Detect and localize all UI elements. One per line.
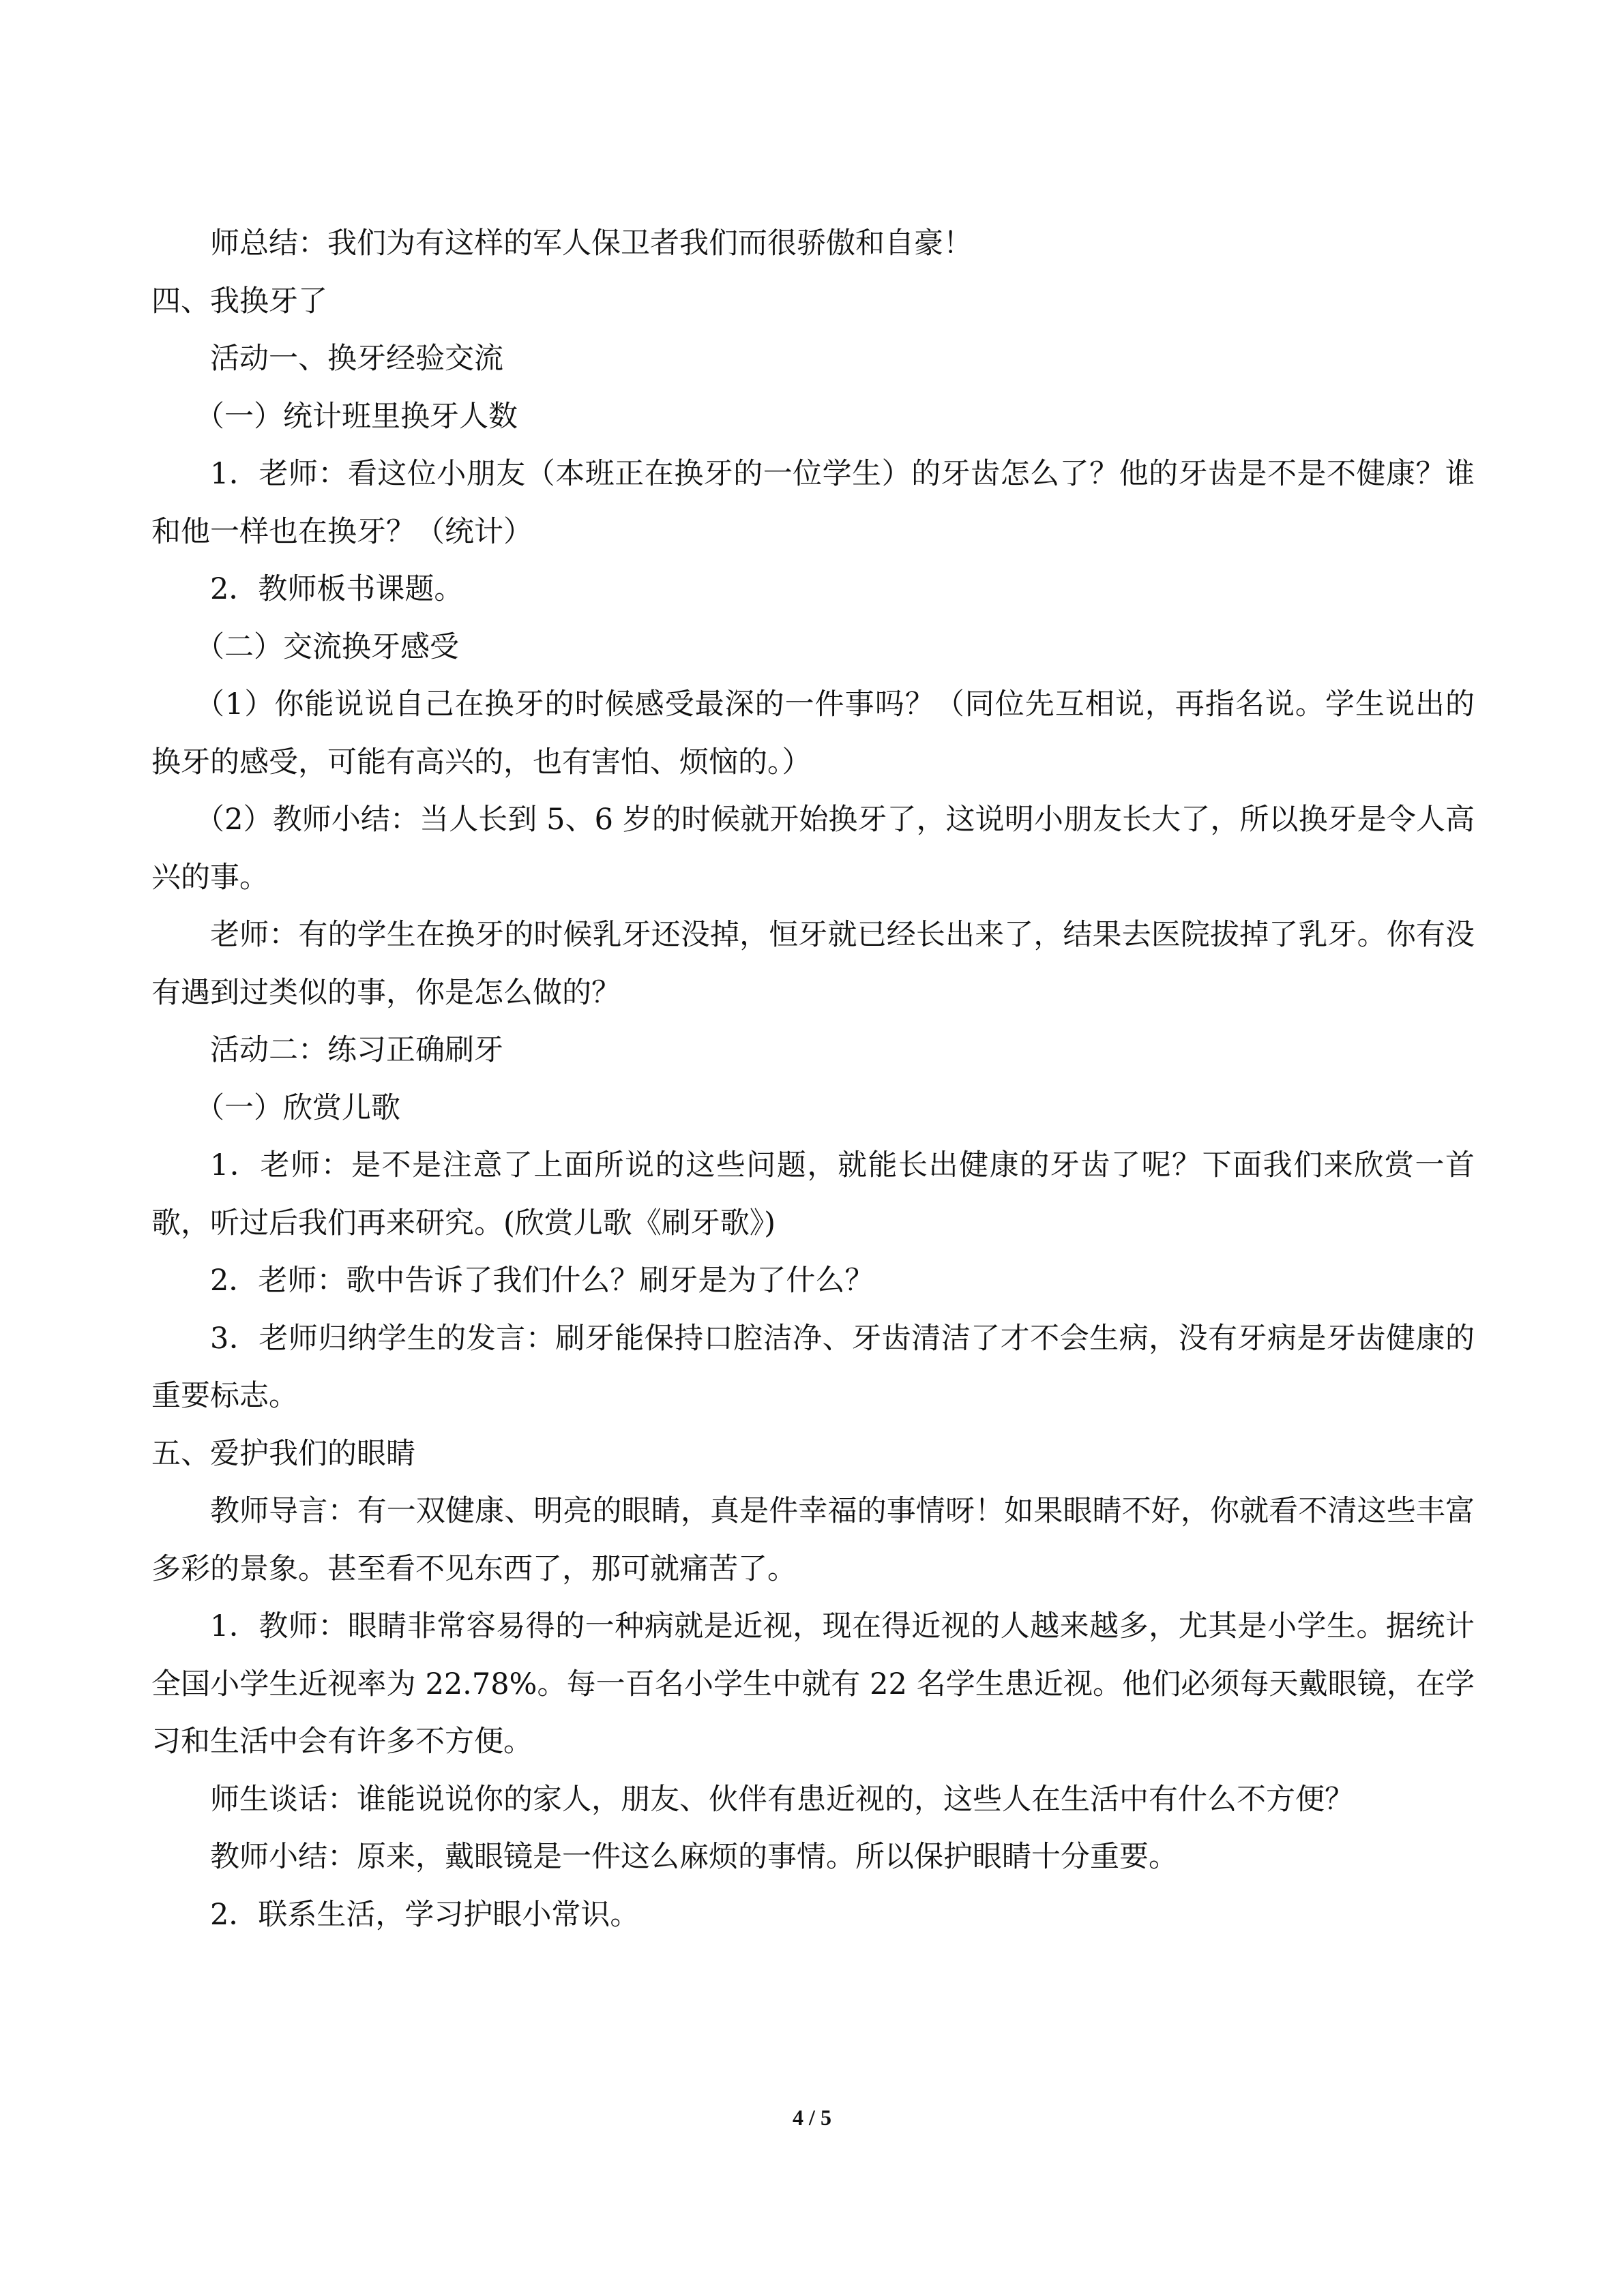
section-heading: 五、爱护我们的眼睛 xyxy=(151,1436,415,1471)
paragraph: 3．老师归纳学生的发言：刷牙能保持口腔洁净、牙齿清洁了才不会生病，没有牙病是牙齿健康的重要标志。 xyxy=(151,1321,1475,1413)
subsection-heading: （一）欣赏儿歌 xyxy=(195,1090,400,1125)
paragraph: 1．教师：眼睛非常容易得的一种病就是近视，现在得近视的人越来越多，尤其是小学生。据统计全国小学生近视率为 22.78%。每一百名小学生中就有 22 名学生患近视。他们必须每天戴眼镜，在学习和生活中会有许多不方便。 xyxy=(151,1609,1475,1759)
paragraph: 教师小结：原来，戴眼镜是一件这么麻烦的事情。所以保护眼睛十分重要。 xyxy=(210,1840,1178,1874)
paragraph: （1）你能说说自己在换牙的时候感受最深的一件事吗？（同位先互相说，再指名说。学生说出的换牙的感受，可能有高兴的，也有害怕、烦恼的。） xyxy=(151,687,1475,779)
subsection-heading: （二）交流换牙感受 xyxy=(195,629,459,664)
document-body xyxy=(151,215,1475,1943)
paragraph: （2）教师小结：当人长到 5、6 岁的时候就开始换牙了，这说明小朋友长大了，所以换牙是令人高兴的事。 xyxy=(151,803,1475,895)
paragraph: 1．老师：看这位小朋友（本班正在换牙的一位学生）的牙齿怎么了？他的牙齿是不是不健康？谁和他一样也在换牙？（统计） xyxy=(151,457,1475,549)
paragraph: 2．联系生活，学习护眼小常识。 xyxy=(210,1897,640,1932)
activity-heading: 活动二：练习正确刷牙 xyxy=(210,1033,503,1067)
paragraph: 老师：有的学生在换牙的时候乳牙还没掉，恒牙就已经长出来了，结果去医院拔掉了乳牙。你有没有遇到过类似的事，你是怎么做的？ xyxy=(151,918,1475,1010)
paragraph: 2．老师：歌中告诉了我们什么？刷牙是为了什么？ xyxy=(210,1264,874,1298)
subsection-heading: （一）统计班里换牙人数 xyxy=(195,399,518,434)
activity-heading: 活动一、换牙经验交流 xyxy=(210,342,503,376)
paragraph: 教师导言：有一双健康、明亮的眼睛，真是件幸福的事情呀！如果眼睛不好，你就看不清这些丰富多彩的景象。甚至看不见东西了，那可就痛苦了。 xyxy=(151,1494,1475,1586)
paragraph: 师总结：我们为有这样的军人保卫者我们而很骄傲和自豪！ xyxy=(210,226,973,260)
section-heading: 四、我换牙了 xyxy=(151,284,327,318)
page-number: 4 / 5 xyxy=(793,2105,831,2130)
paragraph: 师生谈话：谁能说说你的家人，朋友、伙伴有患近视的，这些人在生活中有什么不方便？ xyxy=(210,1782,1354,1817)
paragraph: 2．教师板书课题。 xyxy=(210,572,464,606)
paragraph: 1．老师：是不是注意了上面所说的这些问题，就能长出健康的牙齿了呢？下面我们来欣赏一首歌，听过后我们再来研究。(欣赏儿歌《刷牙歌》) xyxy=(151,1148,1475,1240)
